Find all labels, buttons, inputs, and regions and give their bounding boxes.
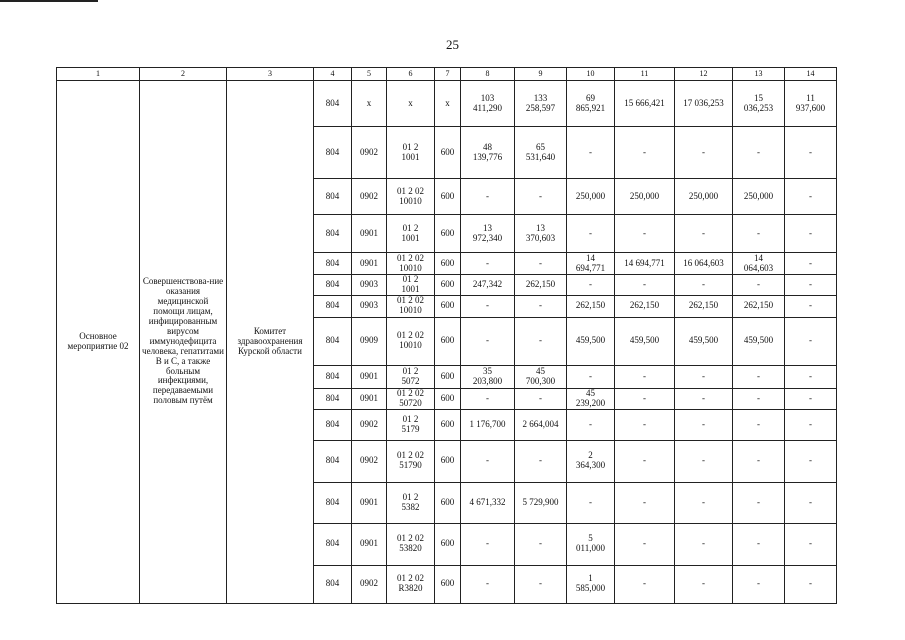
- table-cell: 45 239,200: [567, 388, 615, 409]
- table-cell: -: [461, 295, 515, 317]
- column-number-header: 8: [461, 68, 515, 81]
- table-cell: 01 2 02 10010: [387, 317, 435, 365]
- table-cell: 01 2 1001: [387, 127, 435, 179]
- table-cell: 0909: [352, 317, 387, 365]
- table-cell: 11 937,600: [785, 81, 837, 127]
- column-number-header: 13: [733, 68, 785, 81]
- table-cell: -: [785, 275, 837, 296]
- table-cell: 804: [314, 482, 352, 523]
- table-cell: 0902: [352, 179, 387, 215]
- table-cell: 01 2 02 10010: [387, 295, 435, 317]
- table-cell: 600: [435, 523, 461, 565]
- table-cell: 247,342: [461, 275, 515, 296]
- table-row: [57, 81, 837, 127]
- table-cell: -: [515, 295, 567, 317]
- table-cell: 459,500: [733, 317, 785, 365]
- table-cell: 804: [314, 440, 352, 482]
- table-cell: -: [785, 215, 837, 253]
- table-cell: -: [615, 215, 675, 253]
- table-cell: 14 064,603: [733, 253, 785, 275]
- table-cell: 2 664,004: [515, 409, 567, 440]
- table-cell: 804: [314, 81, 352, 127]
- table-cell: -: [615, 440, 675, 482]
- table-cell: -: [461, 523, 515, 565]
- table-cell: 804: [314, 253, 352, 275]
- column-number-header: 7: [435, 68, 461, 81]
- table-cell: -: [675, 440, 733, 482]
- table-cell: -: [615, 409, 675, 440]
- table-cell: 0901: [352, 482, 387, 523]
- table-cell: 0903: [352, 295, 387, 317]
- table-cell: 5 011,000: [567, 523, 615, 565]
- table-cell: 0901: [352, 253, 387, 275]
- column-number-header: 11: [615, 68, 675, 81]
- table-cell: -: [461, 253, 515, 275]
- table-cell: 0902: [352, 440, 387, 482]
- table-cell: 262,150: [675, 295, 733, 317]
- column-number-header: 2: [140, 68, 227, 81]
- table-cell: 250,000: [733, 179, 785, 215]
- table-cell: -: [733, 523, 785, 565]
- table-cell: -: [461, 388, 515, 409]
- merged-col3-cell: Комитет здравоохранения Курской области: [227, 81, 314, 604]
- table-cell: -: [675, 388, 733, 409]
- table-cell: 250,000: [675, 179, 733, 215]
- column-number-header: 9: [515, 68, 567, 81]
- table-cell: -: [675, 127, 733, 179]
- table-cell: 15 666,421: [615, 81, 675, 127]
- table-cell: 17 036,253: [675, 81, 733, 127]
- budget-table: [56, 67, 837, 604]
- table-cell: 01 2 5179: [387, 409, 435, 440]
- table-cell: 804: [314, 317, 352, 365]
- table-cell: 600: [435, 215, 461, 253]
- table-cell: -: [785, 253, 837, 275]
- table-cell: -: [567, 275, 615, 296]
- table-cell: -: [785, 388, 837, 409]
- table-cell: -: [675, 482, 733, 523]
- table-cell: -: [615, 565, 675, 603]
- table-cell: -: [733, 215, 785, 253]
- table-cell: 250,000: [615, 179, 675, 215]
- table-cell: -: [675, 215, 733, 253]
- table-cell: -: [675, 275, 733, 296]
- table-cell: 600: [435, 253, 461, 275]
- table-cell: 0901: [352, 215, 387, 253]
- table-cell: 804: [314, 215, 352, 253]
- table-cell: -: [785, 482, 837, 523]
- table-cell: 804: [314, 179, 352, 215]
- table-cell: 01 2 02 50720: [387, 388, 435, 409]
- table-cell: -: [461, 317, 515, 365]
- table-cell: -: [785, 365, 837, 388]
- table-cell: x: [387, 81, 435, 127]
- table-cell: 600: [435, 409, 461, 440]
- table-cell: 01 2 5072: [387, 365, 435, 388]
- table-cell: -: [567, 409, 615, 440]
- table-cell: 15 036,253: [733, 81, 785, 127]
- table-cell: 0901: [352, 523, 387, 565]
- table-cell: -: [733, 388, 785, 409]
- table-cell: -: [785, 179, 837, 215]
- table-cell: -: [785, 440, 837, 482]
- table-cell: -: [461, 565, 515, 603]
- merged-col1-cell: Основное мероприятие 02: [57, 81, 140, 604]
- table-cell: 459,500: [675, 317, 733, 365]
- column-number-header: 4: [314, 68, 352, 81]
- table-cell: 13 972,340: [461, 215, 515, 253]
- table-cell: -: [733, 482, 785, 523]
- table-cell: -: [733, 565, 785, 603]
- table-cell: 262,150: [615, 295, 675, 317]
- table-cell: -: [567, 215, 615, 253]
- table-cell: 804: [314, 388, 352, 409]
- table-cell: x: [435, 81, 461, 127]
- table-cell: 804: [314, 127, 352, 179]
- table-cell: 804: [314, 365, 352, 388]
- table-cell: -: [515, 317, 567, 365]
- table-cell: 48 139,776: [461, 127, 515, 179]
- table-cell: 1 176,700: [461, 409, 515, 440]
- table-cell: -: [615, 523, 675, 565]
- table-cell: 600: [435, 179, 461, 215]
- table-cell: -: [675, 565, 733, 603]
- table-cell: 69 865,921: [567, 81, 615, 127]
- table-cell: -: [785, 127, 837, 179]
- table-cell: -: [615, 482, 675, 523]
- table-cell: -: [785, 565, 837, 603]
- table-cell: -: [785, 523, 837, 565]
- table-cell: -: [733, 365, 785, 388]
- table-cell: 4 671,332: [461, 482, 515, 523]
- table-cell: -: [461, 440, 515, 482]
- table-cell: 16 064,603: [675, 253, 733, 275]
- table-cell: -: [733, 127, 785, 179]
- column-number-header: 10: [567, 68, 615, 81]
- table-cell: 45 700,300: [515, 365, 567, 388]
- page-number: 25: [446, 37, 459, 52]
- column-number-header: 1: [57, 68, 140, 81]
- table-cell: 14 694,771: [567, 253, 615, 275]
- table-cell: 804: [314, 275, 352, 296]
- table-cell: -: [515, 523, 567, 565]
- table-cell: 600: [435, 365, 461, 388]
- table-cell: 600: [435, 127, 461, 179]
- table-cell: 250,000: [567, 179, 615, 215]
- table-cell: 262,150: [733, 295, 785, 317]
- column-number-header: 5: [352, 68, 387, 81]
- table-cell: -: [615, 127, 675, 179]
- table-cell: -: [675, 365, 733, 388]
- table-cell: x: [352, 81, 387, 127]
- page-edge-mark: [0, 0, 98, 2]
- table-cell: -: [567, 127, 615, 179]
- table-cell: 01 2 1001: [387, 215, 435, 253]
- merged-col2-cell: Совершенствова-ние оказания медицинской помощи лицам, инфицированным вирусом иммунодефицита человека, гепатитами B и C, а также больным инфекциями, передаваемыми половым путём: [140, 81, 227, 604]
- table-cell: 2 364,300: [567, 440, 615, 482]
- table-cell: 01 2 02 10010: [387, 179, 435, 215]
- table-cell: 600: [435, 275, 461, 296]
- table-cell: 0903: [352, 275, 387, 296]
- table-cell: -: [733, 275, 785, 296]
- table-cell: 0902: [352, 565, 387, 603]
- table-cell: -: [567, 482, 615, 523]
- table-cell: -: [515, 388, 567, 409]
- table-cell: 262,150: [567, 295, 615, 317]
- table-cell: -: [567, 365, 615, 388]
- table-cell: -: [515, 440, 567, 482]
- column-number-header: 6: [387, 68, 435, 81]
- table-cell: 01 2 1001: [387, 275, 435, 296]
- table-cell: 600: [435, 565, 461, 603]
- table-cell: -: [785, 409, 837, 440]
- table-cell: 459,500: [615, 317, 675, 365]
- table-cell: -: [785, 295, 837, 317]
- table-cell: 262,150: [515, 275, 567, 296]
- table-cell: -: [515, 179, 567, 215]
- table-cell: -: [733, 440, 785, 482]
- table-cell: 804: [314, 295, 352, 317]
- table-cell: 600: [435, 440, 461, 482]
- table-cell: -: [615, 275, 675, 296]
- table-cell: 01 2 5382: [387, 482, 435, 523]
- table-cell: 600: [435, 317, 461, 365]
- table-cell: 5 729,900: [515, 482, 567, 523]
- table-cell: 0902: [352, 127, 387, 179]
- table-cell: 0901: [352, 388, 387, 409]
- table-cell: 804: [314, 523, 352, 565]
- table-cell: 1 585,000: [567, 565, 615, 603]
- table-cell: 804: [314, 565, 352, 603]
- table-cell: 600: [435, 388, 461, 409]
- table-cell: 804: [314, 409, 352, 440]
- table-cell: 01 2 02 R3820: [387, 565, 435, 603]
- column-number-header-row: [57, 68, 837, 81]
- table-cell: -: [615, 365, 675, 388]
- table-cell: -: [675, 409, 733, 440]
- table-cell: -: [785, 317, 837, 365]
- table-cell: 01 2 02 51790: [387, 440, 435, 482]
- table-cell: 01 2 02 10010: [387, 253, 435, 275]
- column-number-header: 12: [675, 68, 733, 81]
- table-cell: 103 411,290: [461, 81, 515, 127]
- column-number-header: 3: [227, 68, 314, 81]
- table-cell: 600: [435, 482, 461, 523]
- table-cell: -: [461, 179, 515, 215]
- table-cell: -: [733, 409, 785, 440]
- table-cell: 600: [435, 295, 461, 317]
- table-cell: 01 2 02 53820: [387, 523, 435, 565]
- table-cell: 14 694,771: [615, 253, 675, 275]
- table-cell: 13 370,603: [515, 215, 567, 253]
- column-number-header: 14: [785, 68, 837, 81]
- table-cell: -: [675, 523, 733, 565]
- table-cell: 459,500: [567, 317, 615, 365]
- table-cell: 0901: [352, 365, 387, 388]
- table-cell: 35 203,800: [461, 365, 515, 388]
- table-cell: -: [515, 253, 567, 275]
- table-cell: -: [515, 565, 567, 603]
- table-cell: 133 258,597: [515, 81, 567, 127]
- table-cell: 65 531,640: [515, 127, 567, 179]
- table-cell: -: [615, 388, 675, 409]
- table-cell: 0902: [352, 409, 387, 440]
